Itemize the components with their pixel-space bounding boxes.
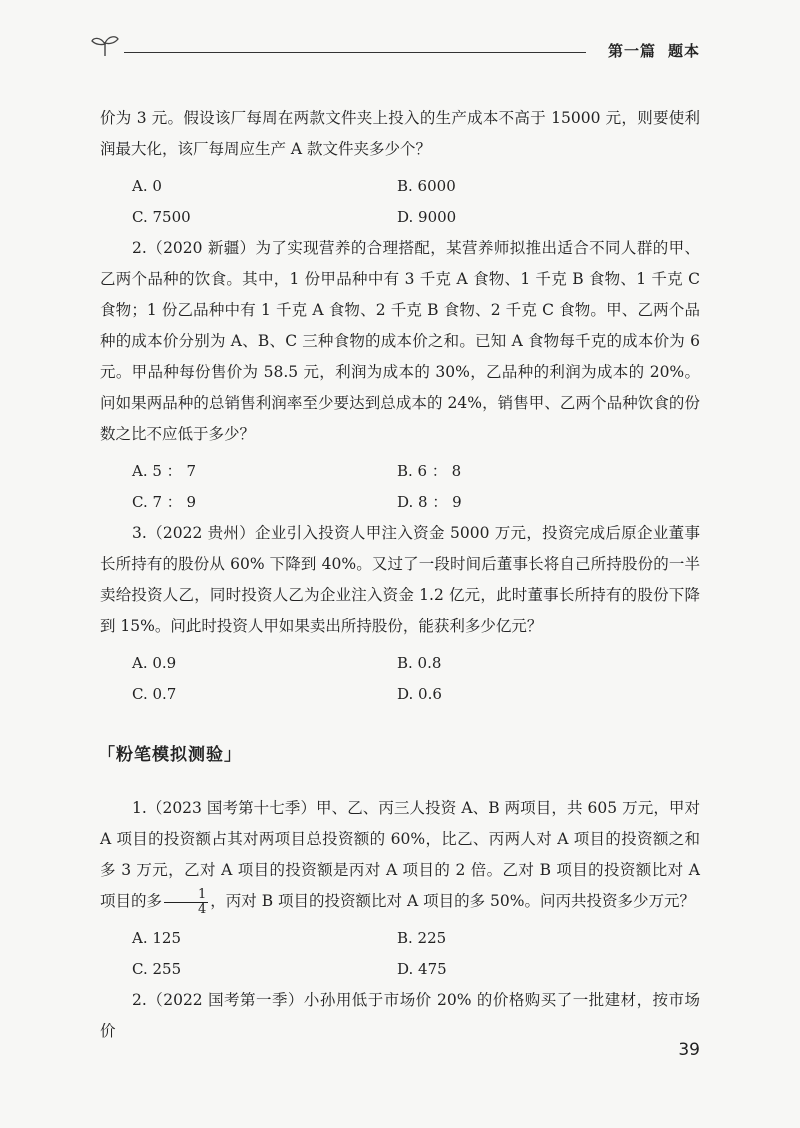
option-a: A. 0.9: [132, 654, 177, 672]
sprout-icon: [90, 32, 120, 62]
options-grid: [132, 171, 700, 233]
option-c: C. 0.7: [132, 685, 177, 703]
header-part: 第一篇: [607, 42, 656, 60]
option-c: C. 7500: [132, 208, 191, 226]
section-close-bracket: 」: [224, 745, 242, 765]
option-c: C. 255: [132, 960, 182, 978]
options-grid: [132, 923, 700, 985]
mock-question-2-text: 2.（2022 国考第一季）小孙用低于市场价 20% 的价格购买了一批建材，按市场价: [100, 991, 700, 1040]
mock-question-1-text-after: ，丙对 B 项目的投资额比对 A 项目的多 50%。问丙共投资多少万元？: [210, 892, 695, 910]
option-d: D. 8 ： 9: [397, 493, 462, 511]
option-d: D. 0.6: [397, 685, 442, 703]
header-section: 题本: [667, 42, 700, 60]
mock-question-1-text: [100, 793, 700, 917]
fraction: [164, 888, 208, 917]
option-a: A. 125: [132, 929, 181, 947]
option-d: D. 9000: [397, 208, 457, 226]
section-heading: [98, 740, 700, 765]
option-b: B. 6 ： 8: [397, 462, 462, 480]
option-b: B. 6000: [397, 177, 456, 195]
mock-question-1-text-before: 1.（2023 国考第十七季）甲、乙、丙三人投资 A、B 两项目，共 605 万元，甲对 A 项目的投资额占其对两项目总投资额的 60%，比乙、丙两人对 A 项目的投资额之和多 3 万元，乙对 A 项目的投资额是丙对 A 项目的 2 倍。乙对 B 项目的投资额比对 A 项目的多: [100, 799, 700, 910]
option-a: A. 0: [132, 177, 162, 195]
fraction-denominator: 4: [198, 901, 207, 917]
question-3-text: 3.（2022 贵州）企业引入投资人甲注入资金 5000 万元，投资完成后原企业董事长所持有的股份从 60% 下降到 40%。又过了一段时间后董事长将自己所持股份的一半卖给投资人乙，同时投资人乙为企业注入资金 1.2 亿元，此时董事长所持有的股份下降到 15%。问此时投资人甲如果卖出所持股份，能获利多少亿元？: [100, 524, 700, 635]
option-b: B. 225: [397, 929, 447, 947]
options-grid: [132, 648, 700, 710]
question-2-text: 2.（2020 新疆）为了实现营养的合理搭配，某营养师拟推出适合不同人群的甲、乙两个品种的饮食。其中，1 份甲品种中有 3 千克 A 食物、1 千克 B 食物、1 千克 C 食物；1 份乙品种中有 1 千克 A 食物、2 千克 B 食物、2 千克 C 食物。甲、乙两个品种的成本价分别为 A、B、C 三种食物的成本价之和。已知 A 食物每千克的成本价为 6 元。甲品种每份售价为 58.5 元，利润为成本的 30%，乙品种的利润为成本的 20%。问如果两品种的总销售利润率至少要达到总成本的 24%，销售甲、乙两个品种饮食的份数之比不应低于多少？: [100, 239, 700, 443]
option-c: C. 7 ： 9: [132, 493, 197, 511]
options-grid: [132, 456, 700, 518]
option-b: B. 0.8: [397, 654, 442, 672]
page-number: 39: [678, 1040, 700, 1060]
option-a: A. 5 ： 7: [132, 462, 196, 480]
section-open-bracket: 「: [98, 745, 116, 765]
header-rule: [124, 52, 586, 53]
header-title: [608, 40, 700, 61]
question-continued-text: 价为 3 元。假设该厂每周在两款文件夹上投入的生产成本不高于 15000 元，则要使利润最大化，该厂每周应生产 A 款文件夹多少个？: [100, 109, 700, 158]
section-title: 粉笔模拟测验: [116, 745, 224, 765]
page-content: [100, 103, 700, 1047]
option-d: D. 475: [397, 960, 447, 978]
fraction-numerator: 1: [164, 888, 208, 903]
page-header: [90, 30, 700, 70]
